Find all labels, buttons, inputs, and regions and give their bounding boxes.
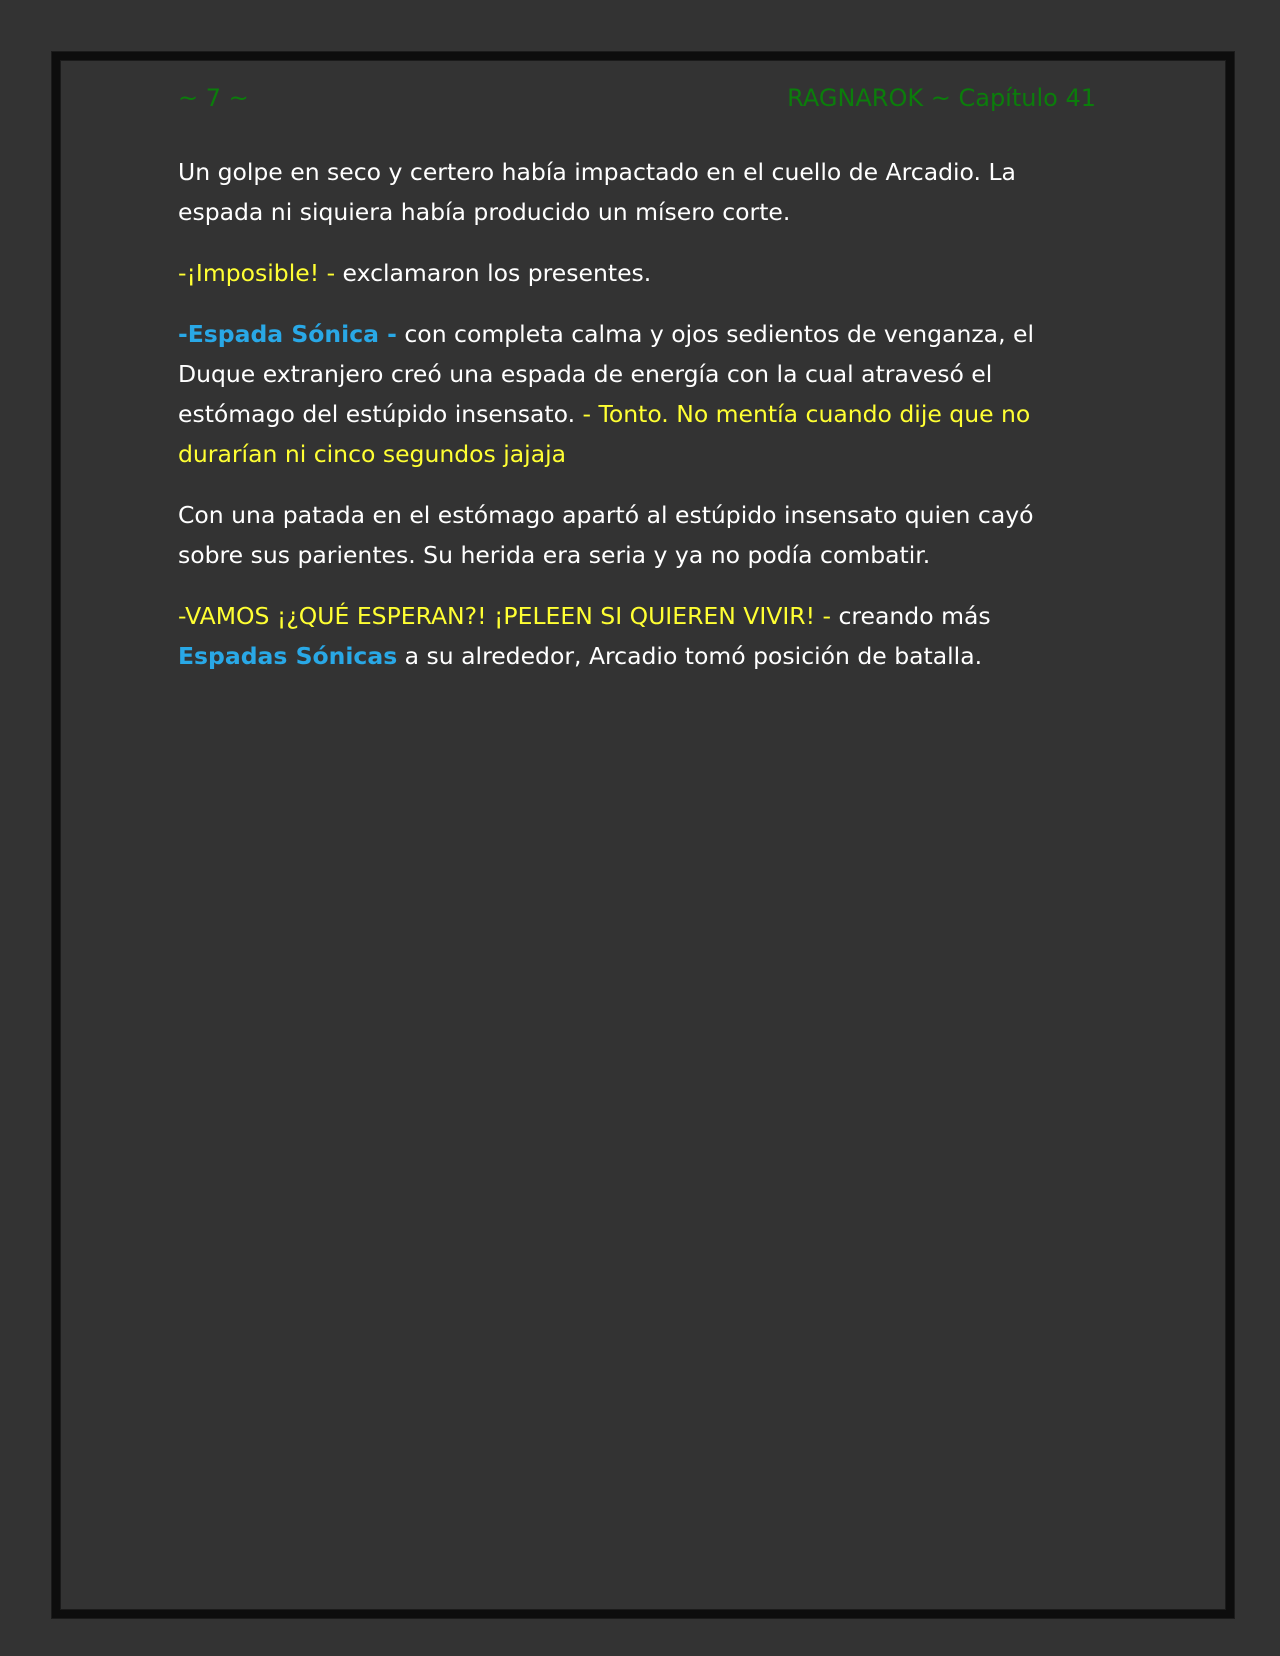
paragraph-4 xyxy=(178,495,1088,575)
dialogue: -VAMOS ¡¿QUÉ ESPERAN?! ¡PELEEN SI QUIEREN VIVIR! - xyxy=(178,602,832,630)
narration: Un golpe en seco y certero había impactado en el cuello de Arcadio. La espada ni siquiera había producido un mísero corte. xyxy=(178,158,1016,226)
technique-name: -Espada Sónica xyxy=(178,320,379,348)
story-body xyxy=(178,152,1088,697)
narration: con completa calma y ojos sedientos de venganza, el Duque extranjero creó una espada de energía con la cual atravesó el estómago del estúpido insensato. xyxy=(178,320,1035,428)
narration: Con una patada en el estómago apartó al estúpido insensato quien cayó sobre sus parientes. Su herida era seria y ya no podía combatir. xyxy=(178,501,1034,569)
page-header xyxy=(178,84,1096,124)
technique-dash: - xyxy=(378,320,397,348)
running-title: RAGNAROK ~ Capítulo 41 xyxy=(787,84,1096,112)
paragraph-3 xyxy=(178,314,1088,474)
technique-name: Espadas Sónicas xyxy=(178,642,398,670)
dialogue: -¡Imposible! - xyxy=(178,259,336,287)
dialogue: - Tonto. No mentía cuando dije que no durarían ni cinco segundos jajaja xyxy=(178,400,1031,468)
paragraph-5 xyxy=(178,596,1088,676)
narration: creando más xyxy=(831,602,991,630)
page-frame xyxy=(52,52,1234,1618)
narration: exclamaron los presentes. xyxy=(335,259,652,287)
page-number: ~ 7 ~ xyxy=(178,84,249,112)
paragraph-1 xyxy=(178,152,1088,232)
narration: a su alrededor, Arcadio tomó posición de batalla. xyxy=(397,642,983,670)
paragraph-2 xyxy=(178,253,1088,293)
